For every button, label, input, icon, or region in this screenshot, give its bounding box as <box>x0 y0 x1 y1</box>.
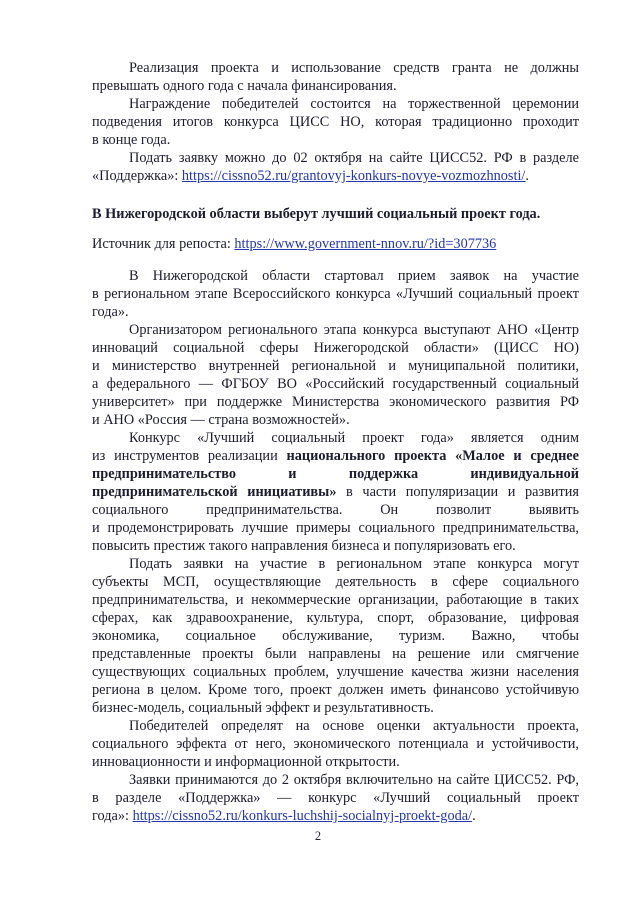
text-line <box>92 645 579 663</box>
text-line <box>92 771 579 789</box>
text-run: Источник для репоста: <box>92 236 235 252</box>
text-line <box>92 339 579 357</box>
para-applications-started <box>92 267 579 321</box>
text-run: «Поддержка»: <box>92 168 182 184</box>
hyperlink[interactable]: https://cissno52.ru/grantovyj-konkurs-novye-vozmozhnosti/ <box>181 168 526 184</box>
text-run: года». <box>92 304 129 320</box>
text-run: существующих социальных проблем, улучшение качества жизни населения <box>92 664 579 680</box>
text-run: предпринимательства, и некоммерческие организации, работающие в таких <box>92 592 579 608</box>
text-run: экономика, социальное обслуживание, туризм. Важно, чтобы <box>92 628 579 644</box>
text-run: Реализация проекта и использование средств гранта не должны <box>129 60 579 76</box>
text-line <box>92 591 579 609</box>
text-line <box>92 77 579 95</box>
text-line <box>92 321 579 339</box>
para-award-ceremony <box>92 95 579 149</box>
text-run: из инструментов реализации <box>92 448 287 464</box>
text-line <box>92 303 579 321</box>
text-run: а федерального — ФГБОУ ВО «Российский государственный социальный <box>92 376 579 392</box>
text-run: представленные проекты были направлены на решение или смягчение <box>92 646 579 662</box>
text-run: в региональном этапе Всероссийского конкурса «Лучший социальный проект <box>92 286 579 302</box>
text-run: года»: <box>92 808 133 824</box>
para-submit-application <box>92 149 579 185</box>
text-line <box>92 555 579 573</box>
text-run: Конкурс «Лучший социальный проект года» является одним <box>129 430 579 446</box>
hyperlink[interactable]: https://www.government-nnov.ru/?id=307736 <box>234 236 497 252</box>
text-line <box>92 375 579 393</box>
text-run: Организатором регионального этапа конкурса выступают АНО «Центр <box>129 322 579 338</box>
text-line <box>92 519 579 537</box>
text-line <box>92 717 579 735</box>
text-line <box>92 149 579 167</box>
bold-text-run: В Нижегородской области выберут лучший социальный проект года. <box>92 206 541 222</box>
text-line <box>92 235 579 253</box>
text-line <box>92 465 579 483</box>
text-run: Награждение победителей состоится на торжественной церемонии <box>129 96 579 112</box>
text-line <box>92 167 579 185</box>
bold-text-run: предпринимательство и поддержка индивидуальной <box>92 466 579 482</box>
page-number: 2 <box>314 829 322 843</box>
text-line <box>92 501 579 519</box>
para-deadline <box>92 771 579 825</box>
text-line <box>92 393 579 411</box>
text-run: Подать заявку можно до 02 октября на сайте ЦИСС52. РФ в разделе <box>129 150 579 166</box>
text-line <box>92 681 579 699</box>
hyperlink[interactable]: https://cissno52.ru/konkurs-luchshij-socialnyj-proekt-goda/ <box>132 808 473 824</box>
para-participants <box>92 555 579 717</box>
text-run: и АНО «Россия — страна возможностей». <box>92 412 350 428</box>
text-line <box>92 483 579 501</box>
text-line <box>92 113 579 131</box>
text-line <box>92 285 579 303</box>
text-run: . <box>472 808 476 824</box>
para-national-project <box>92 429 579 555</box>
text-line <box>92 699 579 717</box>
text-run: в разделе «Поддержка» — конкурс «Лучший социальный проект <box>92 790 579 806</box>
text-run: университет» при поддержке Министерства экономического развития РФ <box>92 394 579 410</box>
text-line <box>92 753 579 771</box>
text-run: подведения итогов конкурса ЦИСС НО, которая традиционно проходит <box>92 114 579 130</box>
text-run: в части популяризации и развития <box>336 484 579 500</box>
page-footer <box>0 828 636 844</box>
text-line <box>92 663 579 681</box>
text-line <box>92 609 579 627</box>
text-run: социального предпринимательства. Он позволит выявить <box>92 502 579 518</box>
document-body <box>92 59 579 825</box>
text-line <box>92 627 579 645</box>
text-run: в конце года. <box>92 132 171 148</box>
text-line <box>92 131 579 149</box>
text-line <box>92 411 579 429</box>
bold-text-run: национального проекта «Малое и среднее <box>286 448 579 464</box>
bold-text-run: предпринимательской инициативы» <box>92 484 337 500</box>
text-line <box>92 573 579 591</box>
heading-best-social-project <box>92 205 579 223</box>
text-run: сферах, как здравоохранение, культура, спорт, образование, цифровая <box>92 610 579 626</box>
para-grant-realization <box>92 59 579 95</box>
text-line <box>92 205 579 223</box>
text-run: инноваций социальной сферы Нижегородской области» (ЦИСС НО) <box>92 340 579 356</box>
text-run: инновационности и информационной открытости. <box>92 754 400 770</box>
text-line <box>92 267 579 285</box>
text-line <box>92 59 579 77</box>
text-run: Заявки принимаются до 2 октября включительно на сайте ЦИСС52. РФ, <box>129 772 579 788</box>
text-run: Победителей определят на основе оценки актуальности проекта, <box>129 718 579 734</box>
text-line <box>92 447 579 465</box>
text-line <box>92 357 579 375</box>
text-run: и продемонстрировать лучшие примеры социального предпринимательства, <box>92 520 579 536</box>
text-run: социального эффекта от него, экономического потенциала и устойчивости, <box>92 736 579 752</box>
para-repost-source <box>92 235 579 253</box>
text-line <box>92 735 579 753</box>
text-run: . <box>525 168 529 184</box>
text-line <box>92 807 579 825</box>
text-run: и министерство внутренней региональной и муниципальной политики, <box>92 358 579 374</box>
text-run: субъекты МСП, осуществляющие деятельность в сфере социального <box>92 574 579 590</box>
text-line <box>92 429 579 447</box>
text-run: Подать заявки на участие в региональном этапе конкурса могут <box>129 556 579 572</box>
text-line <box>92 789 579 807</box>
text-run: повысить престиж такого направления бизнеса и популяризовать его. <box>92 538 516 554</box>
text-line <box>92 95 579 113</box>
text-run: бизнес-модель, социальный эффект и результативность. <box>92 700 434 716</box>
text-run: В Нижегородской области стартовал прием заявок на участие <box>129 268 579 284</box>
text-run: региона в целом. Кроме того, проект должен иметь финансово устойчивую <box>92 682 579 698</box>
para-winner-criteria <box>92 717 579 771</box>
para-organizers <box>92 321 579 429</box>
text-line <box>92 537 579 555</box>
text-run: превышать одного года с начала финансирования. <box>92 78 397 94</box>
